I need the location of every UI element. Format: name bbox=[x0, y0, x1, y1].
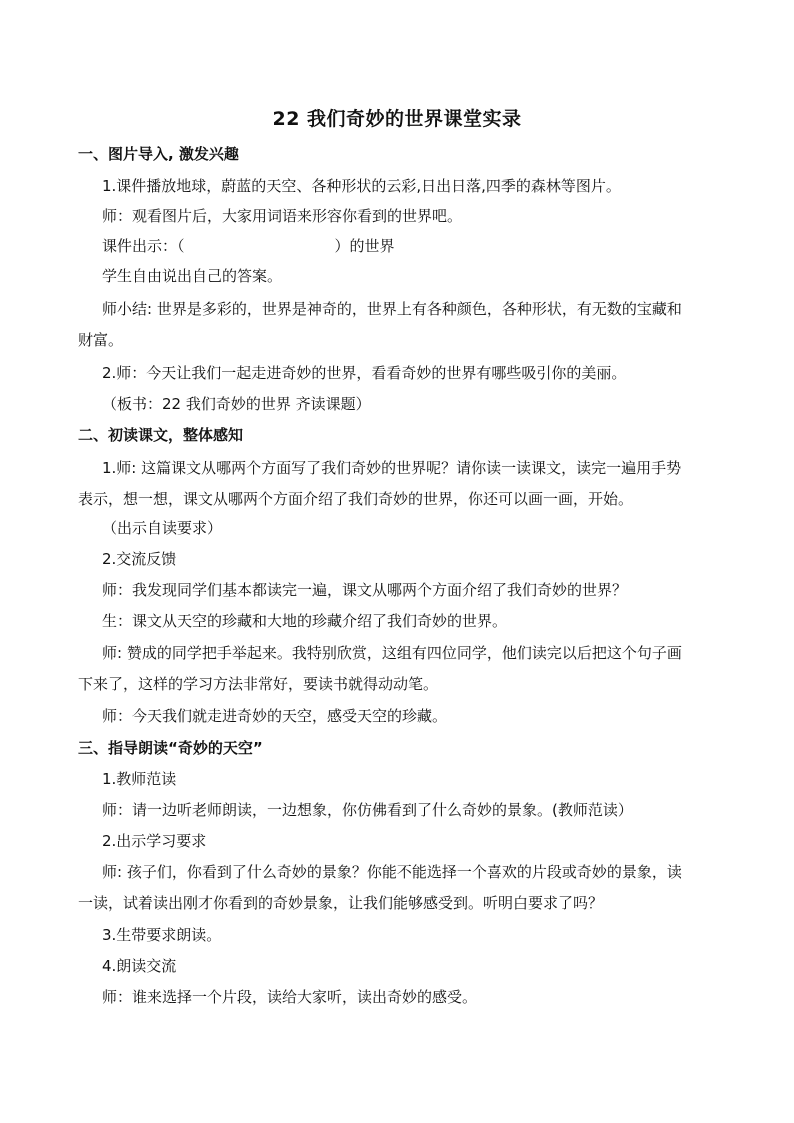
courseware-suffix: ）的世界 bbox=[334, 237, 395, 255]
paragraph-line: 师：谁来选择一个片段，读给大家听，读出奇妙的感受。 bbox=[102, 988, 478, 1006]
paragraph-line: 2.交流反馈 bbox=[102, 550, 177, 568]
section-heading-2: 二、初读课文，整体感知 bbox=[78, 426, 244, 444]
courseware-prefix: 课件出示：（ bbox=[102, 237, 185, 255]
paragraph-line: （板书：22 我们奇妙的世界 齐读课题） bbox=[102, 395, 371, 413]
paragraph-line: 4.朗读交流 bbox=[102, 957, 177, 975]
section-heading-3: 三、指导朗读“奇妙的天空” bbox=[78, 739, 263, 757]
paragraph-line: 下来了，这样的学习方法非常好，要读书就得动动笔。 bbox=[78, 675, 439, 693]
paragraph-line: 师：今天我们就走进奇妙的天空，感受天空的珍藏。 bbox=[102, 707, 448, 725]
page-title: 22 我们奇妙的世界课堂实录 bbox=[272, 108, 522, 130]
paragraph-line: 1.课件播放地球，蔚蓝的天空、各种形状的云彩,日出日落,四季的森林等图片。 bbox=[102, 177, 621, 195]
paragraph-line: 2.出示学习要求 bbox=[102, 832, 207, 850]
paragraph-line: 学生自由说出自己的答案。 bbox=[102, 267, 283, 285]
paragraph-line: 生：课文从天空的珍藏和大地的珍藏介绍了我们奇妙的世界。 bbox=[102, 612, 508, 630]
paragraph-line: 师: 赞成的同学把手举起来。我特别欣赏，这组有四位同学，他们读完以后把这个句子画 bbox=[102, 644, 682, 662]
paragraph-line: 一读，试着读出刚才你看到的奇妙景象，让我们能够感受到。听明白要求了吗？ bbox=[78, 894, 604, 912]
paragraph-line: 师: 孩子们，你看到了什么奇妙的景象？你能不能选择一个喜欢的片段或奇妙的景象，读 bbox=[102, 863, 682, 881]
paragraph-line: 师：请一边听老师朗读，一边想象，你仿佛看到了什么奇妙的景象。(教师范读） bbox=[102, 801, 633, 819]
paragraph-line: 师：观看图片后，大家用词语来形容你看到的世界吧。 bbox=[102, 207, 463, 225]
paragraph-line: 表示，想一想，课文从哪两个方面介绍了我们奇妙的世界，你还可以画一画，开始。 bbox=[78, 490, 634, 508]
paragraph-line: 师：我发现同学们基本都读完一遍，课文从哪两个方面介绍了我们奇妙的世界？ bbox=[102, 581, 628, 599]
paragraph-line: 财富。 bbox=[78, 331, 124, 349]
paragraph-line: 2.师：今天让我们一起走进奇妙的世界，看看奇妙的世界有哪些吸引你的美丽。 bbox=[102, 364, 627, 382]
paragraph-line: 1.教师范读 bbox=[102, 770, 177, 788]
paragraph-line: 3.生带要求朗读。 bbox=[102, 926, 222, 944]
paragraph-line: 1.师: 这篇课文从哪两个方面写了我们奇妙的世界呢？请你读一读课文，读完一遍用手势 bbox=[102, 459, 682, 477]
paragraph-line: （出示自读要求） bbox=[102, 519, 223, 537]
section-heading-1: 一、图片导入, 激发兴趣 bbox=[78, 145, 239, 163]
paragraph-line: 师小结: 世界是多彩的，世界是神奇的，世界上有各种颜色，各种形状，有无数的宝藏和 bbox=[102, 300, 682, 318]
courseware-line bbox=[102, 236, 395, 256]
